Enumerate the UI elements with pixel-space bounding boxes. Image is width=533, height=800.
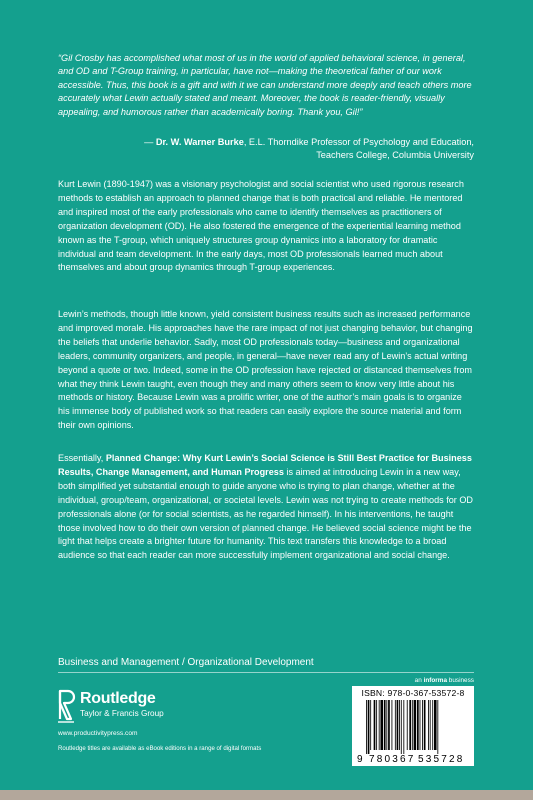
barcode-bar [407, 700, 408, 750]
barcode-bar [392, 700, 393, 750]
barcode-bar [417, 700, 419, 750]
isbn-barcode [352, 686, 474, 766]
publisher-website: www.productivitypress.com [58, 730, 138, 737]
barcode-bar [422, 700, 423, 750]
barcode-bar [380, 700, 383, 750]
barcode-bar [366, 700, 367, 754]
description-paragraph-2: Lewin’s methods, though little known, yield consistent business results such as increased performance and improved morale. His approaches have the rare impact of not just changing behavior, but changing the beliefs that underlie behavior. Sadly, most OD professionals today—business and organizational leaders, community organizers, and people, in general—have never read any of Lewin’s actual writing beyond a quote or two. Indeed, some in the OD profession have rejected or distanced themselves from what they think Lewin taught, even though they and many others seem to know very little about his methods or history. Because Lewin was a prolific writer, one of the author’s main goals is to organize his immense body of published work so that readers can easily explore the source material and form their own opinions. [58, 309, 473, 431]
informa-prefix: an [414, 677, 424, 684]
barcode-bar [434, 700, 437, 750]
isbn-label: ISBN: 978-0-367-53572-8 [361, 688, 465, 698]
barcode-bar [386, 700, 387, 750]
attribution-name: Dr. W. Warner Burke [155, 137, 244, 147]
barcode-bar [401, 700, 402, 754]
description-paragraph-1: Kurt Lewin (1890-1947) was a visionary psychologist and social scientist who used rigorous research methods to establish an approach to planned change that is both practical and reliable. He mentored and inspired most of the early professionals who came to identify themselves as practitioners of organization development (OD). He also fostered the emergence of the experiential learning method known as the T-group, which uniquely structures group dynamics into a laboratory for dramatic individual and team development. In the early days, most OD professionals learned much about themselves and about group dynamics through T-group experiences. [58, 179, 464, 273]
endorsement-quote: “Gil Crosby has accomplished what most of us in the world of applied behavioral science, in general, and OD and T-Group training, in particular, have not—making the theoretical father of our work accessible. Thus, this book is a gift and with it we can understand more deeply and teach others more accurately what Lewin actually stated and meant. Moreover, the book is reader-friendly, visually appealing, and humorous rather than academically boring. Thank you, Gil!” [58, 53, 472, 117]
attribution-title-line-2: Teachers College, Columbia University [316, 150, 474, 161]
barcode-bar [420, 700, 421, 750]
barcode-graphic [356, 700, 470, 764]
barcode-bar [430, 700, 431, 750]
barcode-bar [432, 700, 433, 750]
informa-suffix: business [447, 677, 474, 684]
attribution-dash: — [144, 137, 156, 147]
barcode-bar [414, 700, 417, 750]
barcode-bar [388, 700, 390, 750]
barcode-left-digits: 780367 [369, 754, 416, 764]
book-title: Planned Change: Why Kurt Lewin’s Social Science is Still Best Practice for Business Results, Change Management, and Human Progress [58, 453, 472, 477]
page-edge [0, 790, 533, 800]
barcode-bar [399, 700, 400, 750]
routledge-r-icon [58, 689, 76, 723]
barcode-bar [424, 700, 426, 750]
barcode-bar [384, 700, 386, 750]
subject-category: Business and Management / Organizational Development [58, 657, 314, 668]
barcode-bar [403, 700, 404, 754]
barcode-bar [412, 700, 413, 750]
barcode-bar [368, 700, 370, 754]
attribution-title-line-1: , E.L. Thorndike Professor of Psychology and Education, [243, 137, 474, 147]
barcode-bar [376, 700, 377, 750]
barcode-bar [370, 700, 371, 750]
barcode-bar [395, 700, 396, 750]
informa-name: informa [423, 677, 447, 684]
footer-divider [58, 672, 474, 673]
routledge-logo [58, 689, 238, 723]
paragraph-3-rest: is aimed at introducing Lewin in a new way, both simplified yet substantial enough to guide anyone who is trying to plan change, whether at the individual, group/team, organizational, or societal levels. Lewin was not trying to create methods for OD professionals alone (or for social scientists, as he regarded himself). In his interventions, he taught those involved how to do their own version of planned change. He believed social science might be the light that helps create a brighter future for humanity. This text transfers this knowledge to a broad audience so that each reader can more successfully implement organizational and social change. [58, 466, 473, 561]
publisher-group: Taylor & Francis Group [80, 709, 164, 718]
description-paragraph-3 [58, 452, 474, 563]
paragraph-3-lead: Essentially, [58, 453, 106, 463]
publisher-name: Routledge [80, 690, 156, 707]
barcode-first-digit: 9 [357, 754, 363, 764]
endorsement-attribution [100, 136, 474, 163]
barcode-bar [437, 700, 438, 754]
barcode-bar [397, 700, 399, 750]
barcode-bar [428, 700, 429, 750]
barcode-bar [379, 700, 380, 750]
informa-business-tag [368, 677, 474, 684]
barcode-bar [374, 700, 376, 750]
barcode-bar [409, 700, 411, 750]
ebook-note: Routledge titles are available as eBook editions in a range of digital formats [58, 745, 262, 752]
barcode-right-digits: 535728 [418, 754, 465, 764]
